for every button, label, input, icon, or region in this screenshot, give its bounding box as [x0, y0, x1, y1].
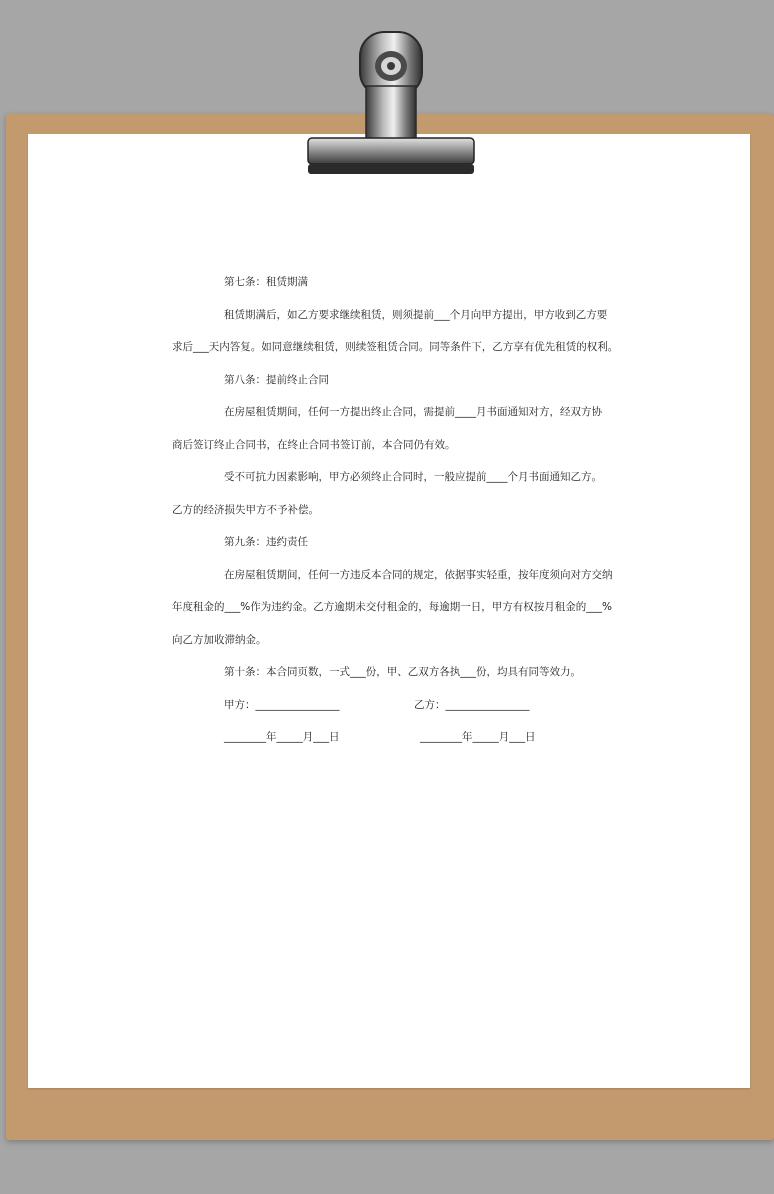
date-row [172, 721, 612, 754]
article-9-title: 第九条：违约责任 [224, 536, 308, 548]
article-8-line: 受不可抗力因素影响，甲方必须终止合同时，一般应提前____个月书面通知乙方。 [224, 471, 602, 483]
party-a-signature: 甲方：________________ [224, 698, 340, 711]
signature-row [172, 689, 612, 722]
party-b-signature: 乙方：________________ [414, 698, 530, 711]
article-8-line: 乙方的经济损失甲方不予补偿。 [172, 503, 319, 516]
party-a-date: ________年_____月___日 [224, 731, 340, 743]
article-7-title: 第七条：租赁期满 [224, 276, 308, 288]
article-10: 第十条：本合同页数，一式___份，甲、乙双方各执___份，均具有同等效力。 [224, 666, 581, 678]
article-8-line: 商后签订终止合同书，在终止合同书签订前，本合同仍有效。 [172, 438, 456, 451]
article-8-line: 在房屋租赁期间，任何一方提出终止合同，需提前____月书面通知对方，经双方协 [224, 406, 602, 418]
contract-text [172, 266, 619, 754]
binder-clip-icon [290, 20, 490, 180]
article-7-line: 租赁期满后，如乙方要求继续租赁，则须提前___个月向甲方提出，甲方收到乙方要 [224, 308, 608, 321]
article-7-line: 求后___天内答复。如同意继续租赁，则续签租赁合同。同等条件下，乙方享有优先租赁的权利。 [172, 341, 619, 353]
article-8-title: 第八条：提前终止合同 [224, 373, 329, 386]
article-9-line: 在房屋租赁期间，任何一方违反本合同的规定，依据事实轻重，按年度须向对方交纳 [224, 568, 613, 581]
article-9-line: 向乙方加收滞纳金。 [172, 633, 267, 646]
article-9-line: 年度租金的___%作为违约金。乙方逾期未交付租金的，每逾期一日，甲方有权按月租金的___% [172, 601, 612, 613]
party-b-date: ________年_____月___日 [420, 731, 536, 743]
